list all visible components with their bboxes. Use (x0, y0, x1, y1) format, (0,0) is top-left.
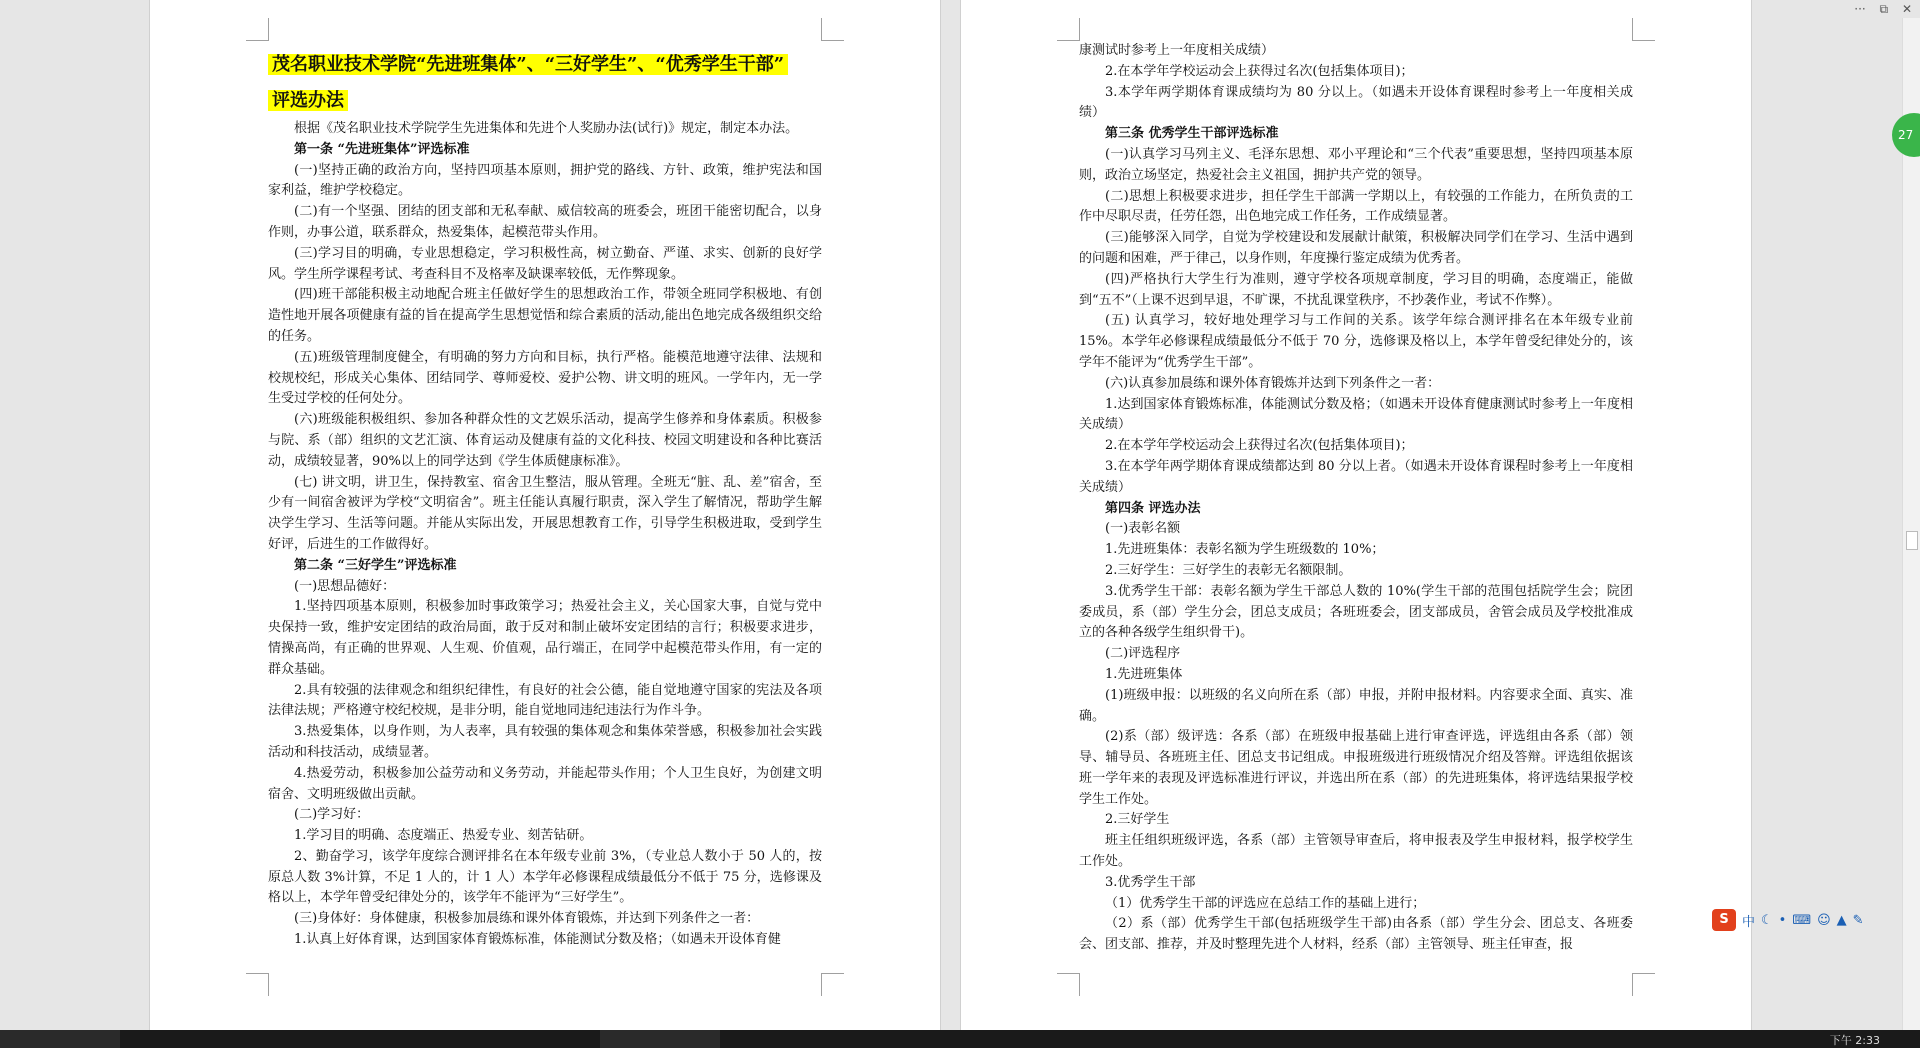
paragraph: 1.学习目的明确、态度端正、热爱专业、刻苦钻研。 (294, 828, 593, 844)
crop-mark (1632, 973, 1655, 996)
paragraph: (七) 讲文明，讲卫生，保持教室、宿舍卫生整洁，服从管理。全班无“脏、乱、差”宿舍，至少有一间宿舍被评为学校“文明宿舍”。班主任能认真履行职责，深入学生了解情况，帮助学生解决学生学习、生活等问题。并能从实际出发，开展思想教育工作，引导学生积极进取，受到学生好评，后进生的工作做得好。 (268, 474, 822, 552)
ime-lang-toggle[interactable]: 中 (1742, 914, 1756, 930)
section-heading: 第三条 优秀学生干部评选标准 (1105, 126, 1279, 142)
section-heading: 第二条 “三好学生”评选标准 (294, 557, 457, 573)
paragraph: (五)班级管理制度健全，有明确的努力方向和目标，执行严格。能模范地遵守法律、法规和校规校纪，形成关心集体、团结同学、尊师爱校、爱护公物、讲文明的班风。一学年内，无一学生受过学校的任何处分。 (268, 349, 822, 407)
keyboard-icon[interactable]: ⌨ (1792, 912, 1812, 928)
floating-badge[interactable]: 27 (1892, 113, 1920, 157)
restore-icon[interactable]: ⧉ (1879, 2, 1889, 16)
paragraph: (二)评选程序 (1105, 646, 1181, 662)
document-title (268, 47, 822, 83)
shirt-icon[interactable]: ▲ (1836, 912, 1847, 928)
page-content[interactable] (268, 47, 822, 951)
crop-mark (1057, 973, 1080, 996)
document-title (268, 83, 822, 119)
paragraph: 3.本学年两学期体育课成绩均为 80 分以上。（如遇未开设体育课程时参考上一年度相关成绩） (1079, 84, 1633, 121)
paragraph: 2.三好学生：三好学生的表彰无名额限制。 (1105, 562, 1352, 578)
paragraph: 1.认真上好体育课，达到国家体育锻炼标准，体能测试分数及格；（如遇未开设体育健 (294, 932, 781, 948)
close-icon[interactable]: ✕ (1901, 2, 1912, 16)
paragraph: (一)思想品德好： (294, 578, 396, 594)
wrench-icon[interactable]: ✎ (1852, 912, 1864, 928)
paragraph: (六)班级能积极组织、参加各种群众性的文艺娱乐活动，提高学生修养和身体素质。积极参与院、系（部）组织的文艺汇演、体育运动及健康有益的文化科技、校园文明建设和各种比赛活动，成绩较显著，90%以上的同学达到《学生体质健康标准》。 (268, 412, 822, 469)
paragraph: (二)学习好： (294, 807, 370, 823)
paragraph: 3.优秀学生干部 (1105, 874, 1196, 890)
paragraph: (1)班级申报：以班级的名义向所在系（部）申报，并附申报材料。内容要求全面、真实、准确。 (1079, 687, 1633, 724)
paragraph: 3.在本学年两学期体育课成绩都达到 80 分以上者。（如遇未开设体育课程时参考上一年度相关成绩） (1079, 458, 1633, 495)
dot-icon[interactable]: • (1778, 912, 1787, 928)
paragraph: (2)系（部）级评选：各系（部）在班级申报基础上进行审查评选，评选组由各系（部）领导、辅导员、各班班主任、团总支书记组成。申报班级进行班级情况介绍及答辩。评选组依据该班一学年来的表现及评选标准进行评议，并选出所在系（部）的先进班集体，将评选结果报学校学生工作处。 (1079, 729, 1633, 807)
paragraph: 康测试时参考上一年度相关成绩） (1079, 43, 1275, 58)
document-page-right[interactable] (961, 0, 1751, 1030)
ime-toolbar[interactable] (1712, 908, 1864, 932)
paragraph: 1.坚持四项基本原则，积极参加时事政策学习；热爱社会主义，关心国家大事，自觉与党中央保持一致，维护安定团结的政治局面，敢于反对和制止破坏安定团结的言行；积极要求进步，情操高尚，有正确的世界观、人生观、价值观，品行端正，在同学中起模范带头作用，有一定的群众基础。 (268, 599, 822, 677)
scrollbar-thumb[interactable] (1906, 531, 1918, 550)
title-line-1: 茂名职业技术学院“先进班集体”、“三好学生”、“优秀学生干部” (268, 54, 788, 75)
crop-mark (821, 973, 844, 996)
paragraph: (三)身体好：身体健康，积极参加晨练和课外体育锻炼，并达到下列条件之一者： (294, 911, 760, 927)
page-content[interactable] (1079, 41, 1633, 956)
crop-mark (246, 973, 269, 996)
paragraph-list (268, 119, 822, 951)
taskbar-item[interactable] (0, 1030, 120, 1048)
paragraph: (三)学习目的明确，专业思想稳定，学习积极性高，树立勤奋、严谨、求实、创新的良好学风。学生所学课程考试、考查科目不及格率及缺课率较低，无作弊现象。 (268, 245, 822, 282)
document-page-left[interactable] (150, 0, 940, 1030)
crop-mark (821, 18, 844, 41)
paragraph: (六)认真参加晨练和课外体育锻炼并达到下列条件之一者： (1105, 375, 1441, 391)
paragraph: 3.优秀学生干部：表彰名额为学生干部总人数的 10%(学生干部的范围包括院学生会；院团委成员，系（部）学生分会，团总支成员；各班班委会，团支部成员，舍管会成员及学校批准成立的各种各级学生组织骨干)。 (1079, 583, 1633, 641)
paragraph: (四)班干部能积极主动地配合班主任做好学生的思想政治工作，带领全班同学积极地、有创造性地开展各项健康有益的旨在提高学生思想觉悟和综合素质的活动,能出色地完成各级组织交给的任务。 (268, 287, 822, 344)
paragraph: 2.在本学年学校运动会上获得过名次(包括集体项目)； (1105, 438, 1414, 454)
moon-icon[interactable]: ☾ (1761, 912, 1773, 928)
paragraph: （1）优秀学生干部的评选应在总结工作的基础上进行； (1105, 895, 1426, 911)
paragraph: (二)有一个坚强、团结的团支部和无私奉献、威信较高的班委会，班团干能密切配合，以身作则，办事公道，联系群众，热爱集体，起模范带头作用。 (268, 204, 822, 240)
taskbar (0, 1030, 1920, 1048)
crop-mark (1632, 18, 1655, 41)
paragraph: (一)表彰名额 (1105, 521, 1181, 537)
paragraph: 2.具有较强的法律观念和组织纪律性，有良好的社会公德，能自觉地遵守国家的宪法及各项法律法规；严格遵守校纪校规，是非分明，能自觉地同违纪违法行为作斗争。 (268, 682, 822, 719)
sogou-logo-icon[interactable]: S (1712, 909, 1736, 931)
paragraph: 1.先进班集体：表彰名额为学生班级数的 10%； (1105, 542, 1385, 558)
paragraph: (一)坚持正确的政治方向，坚持四项基本原则，拥护党的路线、方针、政策，维护宪法和国家利益，维护学校稳定。 (268, 162, 822, 199)
paragraph: 2.在本学年学校运动会上获得过名次(包括集体项目)； (1105, 63, 1414, 79)
taskbar-item[interactable] (600, 1030, 720, 1048)
paragraph: (五) 认真学习，较好地处理学习与工作间的关系。该学年综合测评排名在本年级专业前 15%。本学年必修课程成绩最低分不低于 70 分，选修课及格以上，本学年曾受纪律处分的，该学年不能评为“优秀学生干部”。 (1079, 313, 1633, 370)
paragraph: 2、勤奋学习，该学年度综合测评排名在本年级专业前 3%，（专业总人数小于 50 人的，按原总人数 3%计算，不足 1 人的，计 1 人）本学年必修课程成绩最低分不低于 75 分，选修课及格以上，本学年曾受纪律处分的，该学年不能评为“三好学生”。 (268, 848, 822, 906)
crop-mark (246, 18, 269, 41)
user-icon[interactable]: ☺ (1817, 912, 1831, 928)
paragraph: (二)思想上积极要求进步，担任学生干部满一学期以上，有较强的工作能力，在所负责的工作中尽职尽责，任劳任怨，出色地完成工作任务，工作成绩显著。 (1079, 188, 1633, 225)
paragraph: 4.热爱劳动，积极参加公益劳动和义务劳动，并能起带头作用；个人卫生良好，为创建文明宿舍、文明班级做出贡献。 (268, 765, 822, 802)
paragraph: 1.先进班集体 (1105, 666, 1183, 682)
paragraph: 2.三好学生 (1105, 812, 1170, 828)
more-icon[interactable]: ··· (1854, 2, 1866, 16)
paragraph: 1.达到国家体育锻炼标准，体能测试分数及格；（如遇未开设体育健康测试时参考上一年度相关成绩） (1079, 396, 1633, 433)
window-controls (1844, 2, 1912, 17)
paragraph: (三)能够深入同学，自觉为学校建设和发展献计献策，积极解决同学们在学习、生活中遇到的问题和困难，严于律己，以身作则，年度操行鉴定成绩为优秀者。 (1079, 230, 1633, 266)
paragraph: (一)认真学习马列主义、毛泽东思想、邓小平理论和“三个代表”重要思想，坚持四项基本原则，政治立场坚定，热爱社会主义祖国，拥护共产党的领导。 (1079, 146, 1633, 183)
paragraph-list (1079, 41, 1633, 956)
paragraph: 根据《茂名职业技术学院学生先进集体和先进个人奖励办法(试行)》规定，制定本办法。 (294, 121, 799, 136)
paragraph: 班主任组织班级评选，各系（部）主管领导审查后，将申报表及学生申报材料，报学校学生工作处。 (1079, 833, 1633, 870)
vertical-scrollbar[interactable] (1902, 18, 1920, 1030)
paragraph: (四)严格执行大学生行为准则，遵守学校各项规章制度，学习目的明确，态度端正，能做到“五不”（上课不迟到早退，不旷课，不扰乱课堂秩序，不抄袭作业，考试不作弊）。 (1079, 271, 1633, 308)
section-heading: 第四条 评选办法 (1105, 500, 1201, 516)
paragraph: （2）系（部）优秀学生干部(包括班级学生干部)由各系（部）学生分会、团总支、各班委会、团支部、推荐，并及时整理先进个人材料，经系（部）主管领导、班主任审查，报 (1079, 916, 1633, 953)
section-heading: 第一条 “先进班集体”评选标准 (294, 141, 470, 157)
clock: 下午 2:33 (1829, 1034, 1880, 1047)
title-line-2: 评选办法 (268, 90, 348, 111)
crop-mark (1057, 18, 1080, 41)
paragraph: 3.热爱集体，以身作则，为人表率，具有较强的集体观念和集体荣誉感，积极参加社会实践活动和科技活动，成绩显著。 (268, 724, 822, 760)
